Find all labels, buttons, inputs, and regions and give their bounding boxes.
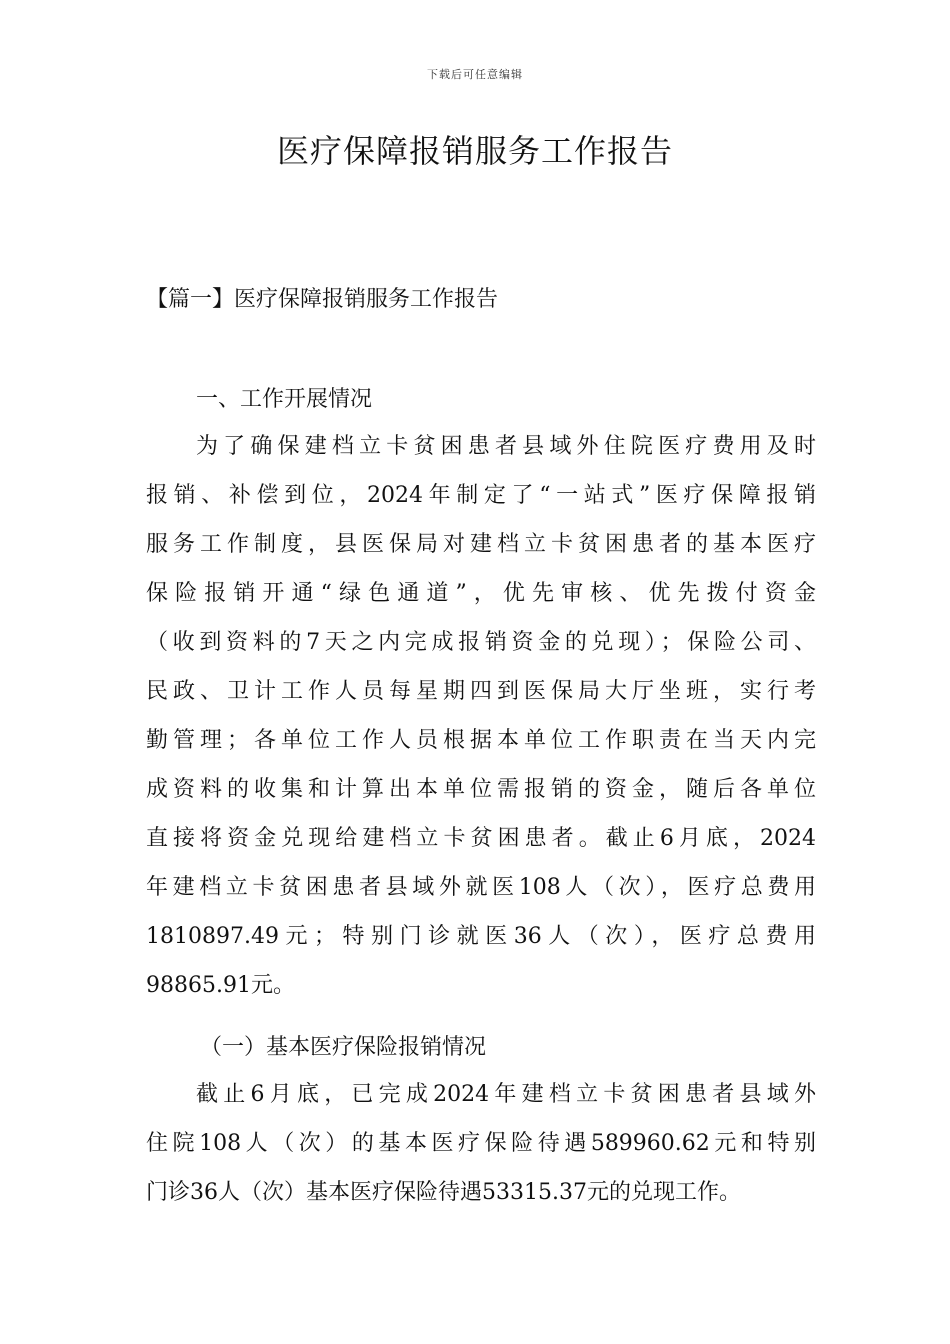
paragraph-work-status (146, 432, 816, 1020)
document-title: 医疗保障报销服务工作报告 (276, 132, 673, 170)
section-heading: 【篇一】医疗保障报销服务工作报告 (146, 287, 499, 312)
paragraph-line: 服务工作制度，县医保局对建档立卡贫困患者的基本医疗 (146, 532, 816, 557)
paragraph-line: 住院108人（次）的基本医疗保险待遇589960.62元和特别 (146, 1131, 816, 1156)
paragraph-line: 勤管理；各单位工作人员根据本单位工作职责在当天内完 (146, 728, 816, 753)
subsection-heading-basic-insurance: （一）基本医疗保险报销情况 (200, 1035, 487, 1060)
paragraph-line: 为了确保建档立卡贫困患者县域外住院医疗费用及时 (196, 434, 816, 459)
paragraph-line: 保险报销开通“绿色通道”，优先审核、优先拨付资金 (146, 581, 816, 606)
paragraph-line: 门诊36人（次）基本医疗保险待遇53315.37元的兑现工作。 (146, 1180, 741, 1205)
paragraph-line: 民政、卫计工作人员每星期四到医保局大厅坐班，实行考 (146, 679, 816, 704)
paragraph-line: 报销、补偿到位，2024年制定了“一站式”医疗保障报销 (146, 483, 816, 508)
paragraph-basic-insurance (146, 1080, 816, 1227)
paragraph-line: 截止6月底，已完成2024年建档立卡贫困患者县域外 (196, 1082, 816, 1107)
paragraph-line: 1810897.49元；特别门诊就医36人（次），医疗总费用 (146, 924, 816, 949)
header-note: 下载后可任意编辑 (427, 68, 523, 81)
paragraph-line: 98865.91元。 (146, 973, 295, 998)
paragraph-line: 直接将资金兑现给建档立卡贫困患者。截止6月底，2024 (146, 826, 816, 851)
subsection-heading-work-status: 一、工作开展情况 (196, 387, 373, 412)
paragraph-line: 年建档立卡贫困患者县域外就医108人（次），医疗总费用 (146, 875, 816, 900)
paragraph-line: 成资料的收集和计算出本单位需报销的资金，随后各单位 (146, 777, 816, 802)
paragraph-line: （收到资料的7天之内完成报销资金的兑现）；保险公司、 (146, 630, 816, 655)
